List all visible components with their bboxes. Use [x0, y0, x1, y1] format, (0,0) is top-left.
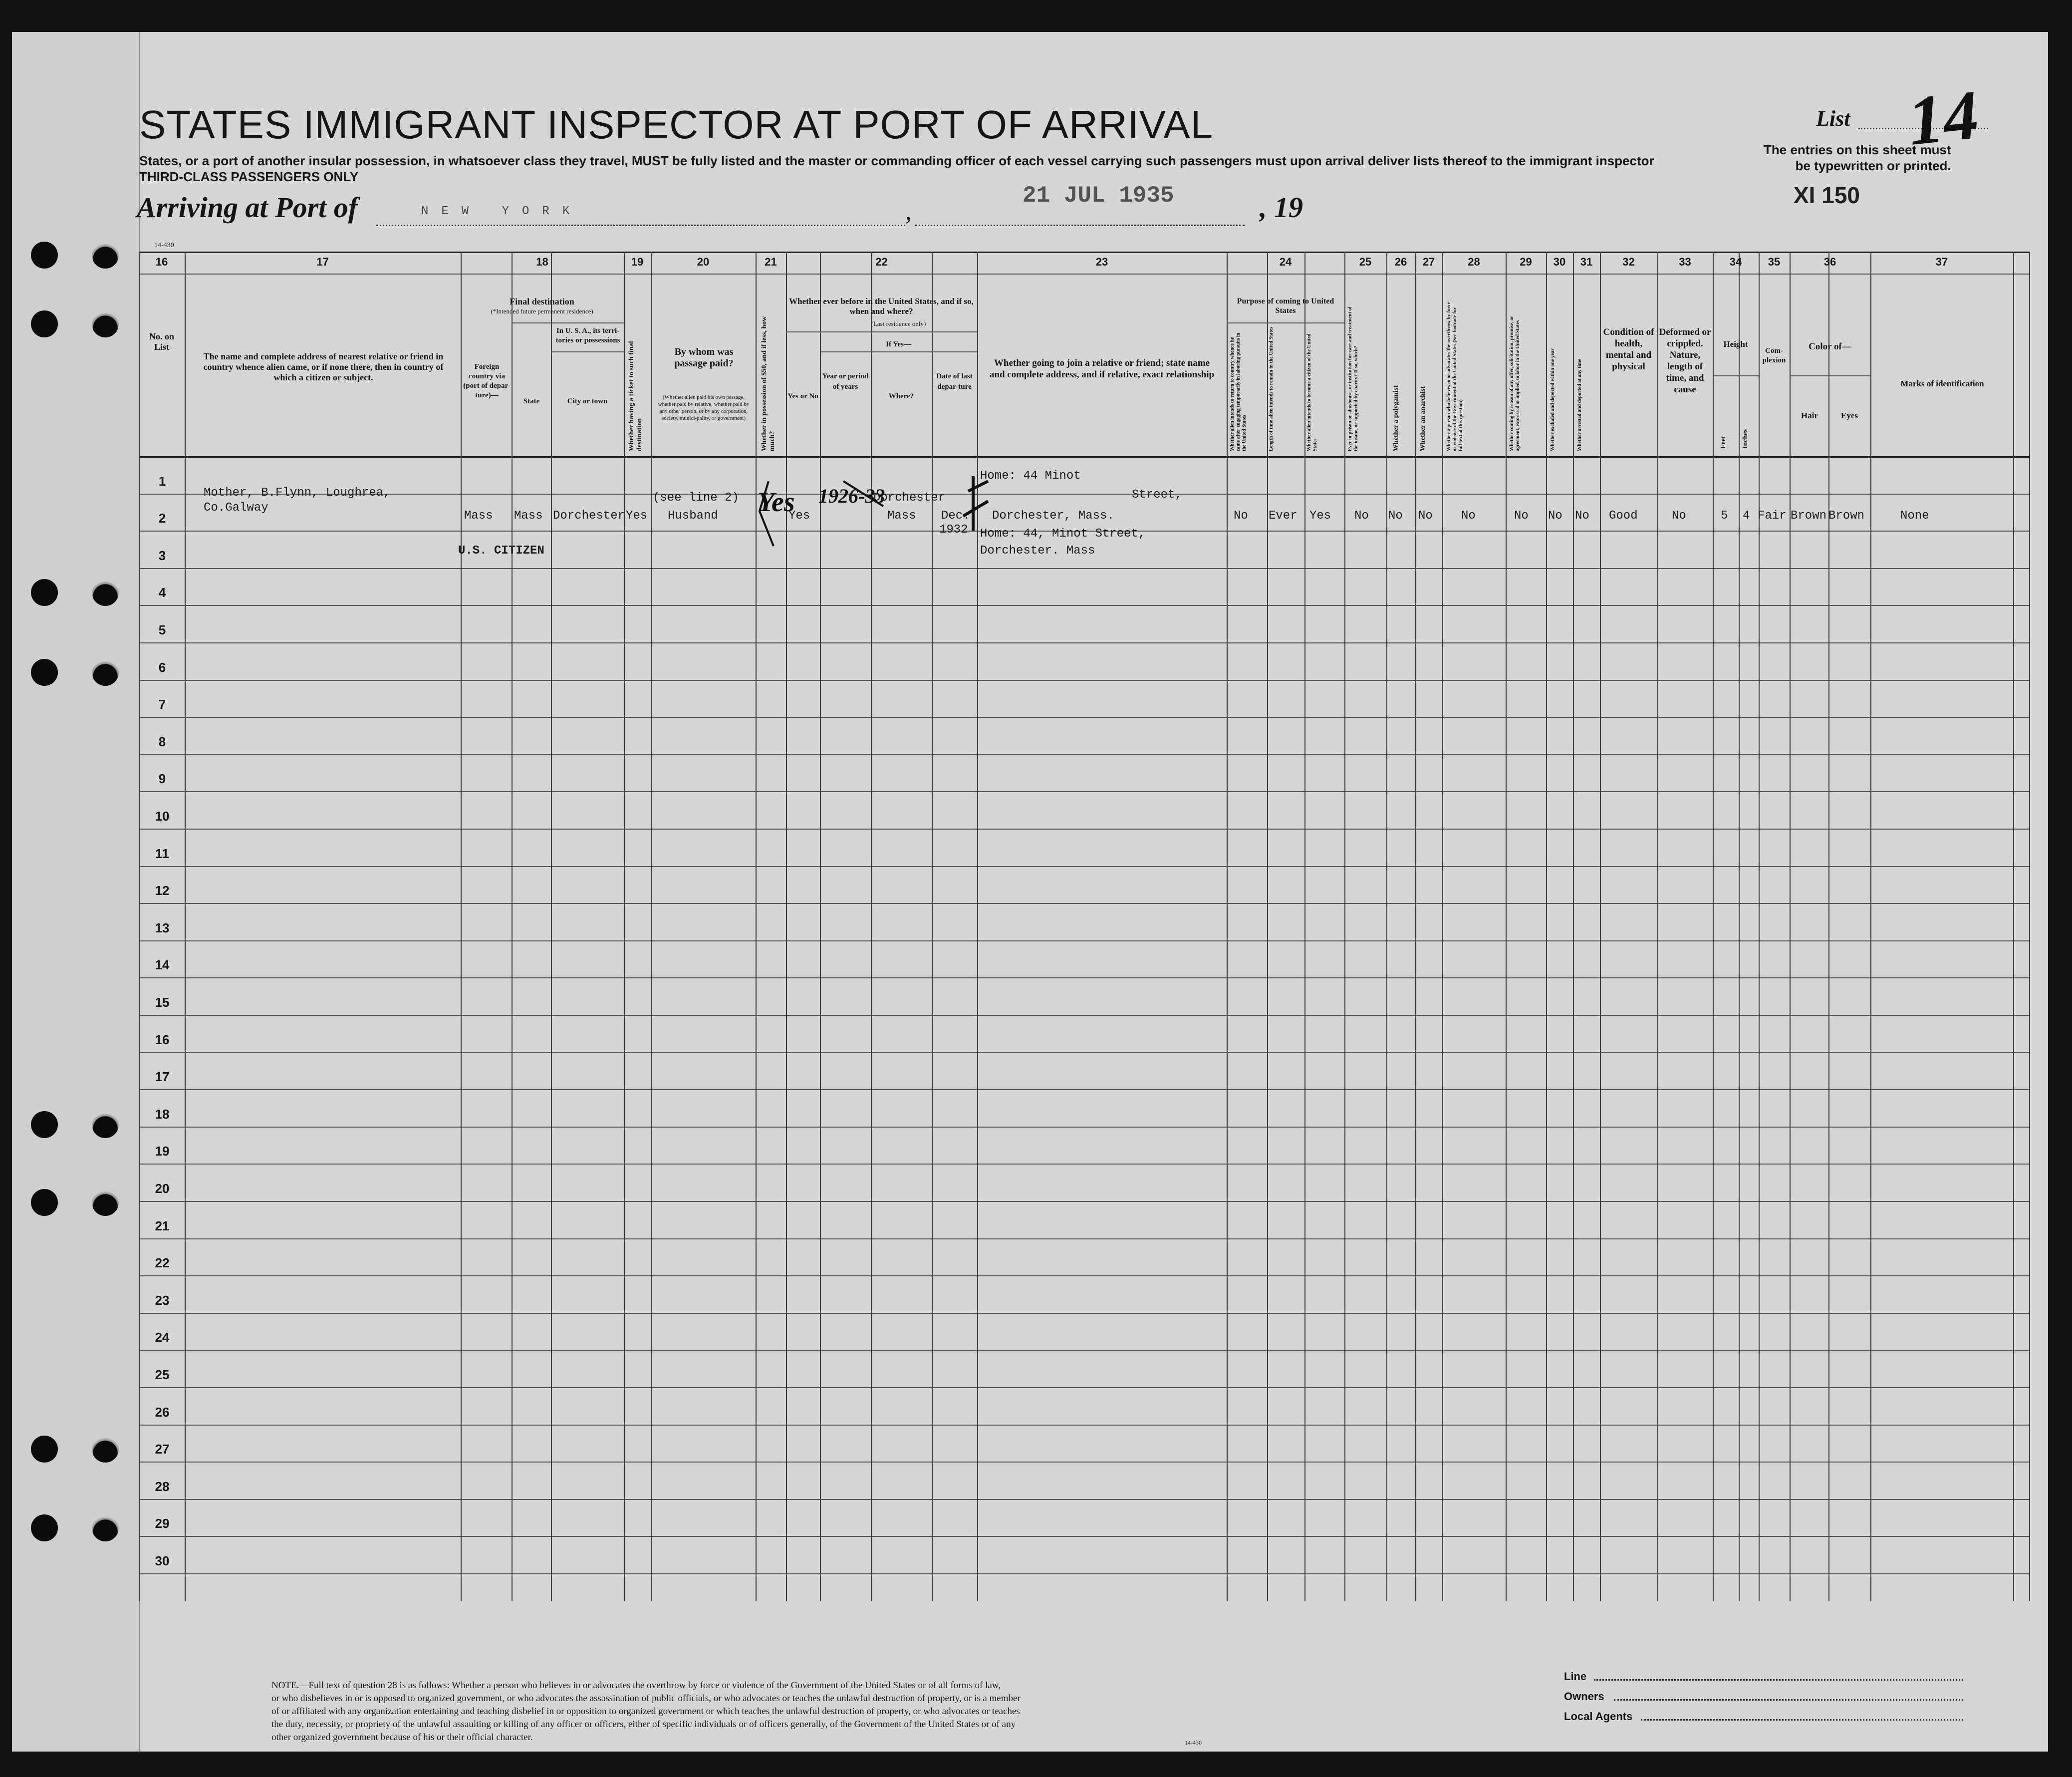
header-ever-before: Whether ever before in the United States, and if so, when and where? [789, 296, 974, 316]
subheader-rule [1790, 375, 1870, 376]
header-last-residence-note: (Last residence only) [871, 320, 926, 327]
form-title: STATES IMMIGRANT INSPECTOR AT PORT OF ARRIVAL [139, 102, 1214, 147]
footer-line-dots [1594, 1679, 1963, 1681]
row-rule [139, 642, 2030, 643]
left-binding-margin [12, 32, 140, 1752]
column-divider [1870, 252, 1871, 1601]
row-number: 29 [155, 1516, 170, 1531]
row-number: 7 [158, 697, 166, 712]
row-number: 3 [158, 548, 166, 563]
row-number: 19 [155, 1144, 170, 1159]
header-hair: Hair [1801, 411, 1818, 420]
date-dotted-line [915, 225, 1245, 226]
entry-foreign-country: Mass [464, 509, 493, 523]
row-number: 13 [155, 920, 170, 935]
column-number: 37 [1935, 256, 1948, 268]
column-divider [512, 252, 513, 1601]
port-comma: , [905, 197, 912, 226]
row-number: 23 [155, 1292, 170, 1308]
footer-line-label: Line [1564, 1670, 1587, 1683]
row-rule [139, 1015, 2030, 1016]
footer-owners-dots [1614, 1699, 1963, 1701]
row-rule [139, 605, 2030, 606]
form-number-top: 14-430 [154, 242, 174, 249]
row-number: 5 [158, 622, 166, 637]
arriving-at-port-label: Arriving at Port of [137, 191, 358, 224]
entry-purpose-c: Yes [1309, 509, 1331, 523]
column-divider [820, 252, 821, 1601]
row-rule [139, 568, 2030, 569]
entry-ticket: Yes [626, 509, 648, 523]
row-number: 21 [155, 1218, 170, 1233]
header-anarchist: Whether an anarchist [1419, 386, 1427, 451]
column-divider [1600, 252, 1601, 1601]
footer-form-number: 14-430 [1185, 1739, 1202, 1746]
header-q31: Whether arrested and deported at any time [1577, 358, 1582, 451]
header-q30: Whether excluded and deported within one year [1550, 348, 1555, 451]
subheader-rule [1227, 322, 1344, 323]
header-polygamist: Whether a polygamist [1392, 385, 1400, 451]
binder-hole [31, 1189, 58, 1216]
header-eyes: Eyes [1841, 411, 1858, 420]
header-bottom-rule [139, 456, 2030, 458]
binder-hole [31, 579, 58, 606]
binder-hole [31, 310, 58, 337]
header-yes-or-no: Yes or No [787, 392, 818, 400]
table-top-rule [139, 252, 2030, 253]
header-possession-50: Whether in possession of $50, and if less, how much? [761, 316, 776, 451]
header-final-destination: Final destination [510, 296, 574, 306]
row-number: 28 [155, 1479, 170, 1494]
column-number: 33 [1679, 256, 1691, 268]
column-number: 35 [1768, 256, 1781, 268]
row-number: 15 [155, 995, 170, 1010]
header-year-period: Year or period of years [822, 372, 869, 391]
column-number: 21 [765, 256, 777, 268]
column-divider [1759, 252, 1760, 1601]
column-divider [2029, 252, 2030, 1601]
binder-hole [92, 1189, 119, 1216]
header-joining-relative: Whether going to join a relative or friend; state name and complete address, and if relative, exact relationship [989, 358, 1215, 380]
column-divider [1657, 252, 1658, 1601]
subheader-rule [551, 351, 624, 352]
row-number: 18 [155, 1106, 170, 1122]
entry-q31: No [1575, 509, 1589, 523]
entry-hair: Brown [1791, 509, 1827, 523]
row-rule [139, 1201, 2030, 1202]
row-rule [139, 1238, 2030, 1239]
column-divider [756, 252, 757, 1601]
entry-q29: No [1514, 509, 1529, 523]
binder-hole [92, 242, 119, 269]
row-number: 11 [155, 846, 169, 861]
binder-hole [31, 242, 58, 269]
row-rule [139, 1275, 2030, 1276]
row-rule [139, 866, 2030, 867]
list-number: 14 [1904, 76, 1982, 160]
column-divider [1790, 252, 1791, 1601]
footer-owners-label: Owners [1564, 1690, 1604, 1703]
header-complexion: Com-plexion [1762, 347, 1786, 364]
header-inches: Inches [1742, 429, 1749, 449]
row-rule [139, 1127, 2030, 1128]
row-number: 27 [155, 1442, 170, 1457]
row-rule [139, 791, 2030, 792]
entry-date-departure-line1: Dec. [941, 509, 970, 523]
header-by-whom-note: (Whether alien paid his own passage, whether paid by relative, whether paid by any other person, or by any corporation, society, munici-pality, or government) [658, 394, 750, 421]
column-number: 32 [1622, 256, 1635, 268]
subheader-rule [820, 351, 977, 352]
column-divider [1442, 252, 1443, 1601]
entry-joining-line2: Street, [1132, 488, 1182, 502]
entry-polygamist: No [1388, 509, 1403, 523]
entry-q30: No [1548, 509, 1562, 523]
entry-joining-line4: Home: 44, Minot Street, [980, 527, 1146, 541]
column-divider [871, 252, 872, 1601]
header-by-whom-paid: By whom was passage paid? [674, 346, 734, 369]
column-number: 26 [1394, 256, 1407, 268]
row-rule [139, 717, 2030, 718]
header-ticket: Whether having a ticket to such final destination [628, 341, 643, 451]
row-rule [139, 1387, 2030, 1388]
column-number: 25 [1359, 256, 1372, 268]
header-state: State [523, 397, 540, 405]
header-feet: Feet [1720, 436, 1727, 449]
column-divider [551, 252, 552, 1601]
column-number: 17 [316, 256, 329, 268]
row-number: 24 [155, 1330, 170, 1345]
entry-q28: No [1461, 509, 1476, 523]
row-rule [139, 680, 2030, 681]
column-number: 16 [155, 256, 168, 268]
column-divider [1344, 252, 1345, 1601]
row-number: 6 [158, 659, 166, 675]
entry-city: Dorchester [553, 509, 625, 523]
binder-hole [92, 659, 119, 686]
entry-joining-line3: Dorchester, Mass. [992, 509, 1114, 523]
port-name: NEW YORK [421, 205, 583, 218]
entry-year-period-handwritten: 1926-33 [818, 485, 885, 507]
column-divider [1573, 252, 1574, 1601]
entry-marks: None [1900, 509, 1929, 523]
entry-paid-by-line1: (see line 2) [653, 491, 739, 505]
header-if-yes: If Yes— [886, 340, 911, 348]
handwritten-marks [754, 471, 993, 561]
column-divider [651, 252, 652, 1601]
column-divider [2013, 252, 2014, 1601]
entries-note: The entries on this sheet must be typewritten or printed. [1764, 142, 1951, 173]
header-q28: Whether a person who believes in or advocates the overthrow by force or violence of the Government of the United States (See footnote for full text of this question) [1446, 302, 1464, 451]
row-rule [139, 1425, 2030, 1426]
header-q29: Whether coming by reason of any offer, solicitation, promise, or agreement, expressed or implied, to labor in the United States [1509, 315, 1521, 451]
entry-prison: No [1354, 509, 1369, 523]
column-divider [977, 252, 978, 1601]
entry-deformed: No [1672, 509, 1686, 523]
header-where: Where? [888, 392, 914, 400]
row-number: 4 [158, 585, 166, 600]
binder-hole [92, 1436, 119, 1463]
column-divider [1386, 252, 1387, 1601]
entry-paid-by-line2: Husband [668, 509, 718, 523]
row-rule [139, 829, 2030, 830]
header-purpose-c: Whether alien intends to become a citizen of the United States [1306, 333, 1318, 451]
header-color-of: Color of— [1809, 341, 1851, 352]
header-prison: Ever in prison or almshouse, or institution for care and treatment of the insane, or supported by charity? If so, which? [1347, 306, 1359, 451]
column-number: 36 [1823, 256, 1836, 268]
row-number: 9 [158, 771, 166, 787]
row-rule [139, 1350, 2030, 1351]
header-in-usa: In U. S. A., its terri-tories or possessions [555, 327, 620, 344]
entry-purpose-b: Ever [1269, 509, 1297, 523]
binder-hole [31, 1436, 58, 1463]
row-number: 17 [155, 1069, 170, 1085]
row-rule [139, 1462, 2030, 1463]
row-rule [139, 1573, 2030, 1574]
binder-hole [92, 579, 119, 606]
row-number: 25 [155, 1367, 170, 1382]
row-number: 10 [155, 809, 170, 824]
entry-condition: Good [1609, 509, 1638, 523]
year-prefix: , 19 [1260, 191, 1303, 224]
entry-joining-line5: Dorchester. Mass [980, 544, 1095, 558]
entry-eyes: Brown [1828, 509, 1865, 523]
subheader-rule [1713, 375, 1759, 376]
column-number: 28 [1468, 256, 1480, 268]
row-rule [139, 1536, 2030, 1537]
entry-date-departure-line2: 1932 [939, 523, 968, 537]
entry-complexion: Fair [1758, 509, 1787, 523]
port-dotted-line [376, 225, 905, 226]
column-number-rule [139, 274, 2030, 275]
entry-citizen-note: U.S. CITIZEN [458, 544, 544, 558]
entry-possession-handwritten: Yes [758, 487, 795, 518]
binder-hole [31, 1111, 58, 1138]
column-number: 30 [1553, 256, 1566, 268]
row-number: 8 [158, 734, 166, 749]
row-rule [139, 977, 2030, 978]
column-divider [1506, 252, 1507, 1601]
header-height: Height [1723, 339, 1748, 349]
entry-ever-before: Yes [788, 509, 810, 523]
column-divider [1415, 252, 1416, 1601]
entry-where-line2: Mass [887, 509, 916, 523]
column-divider [786, 252, 787, 1601]
header-foreign-country: Foreign country via (port of depar-ture)— [463, 363, 511, 399]
row-rule [139, 1499, 2030, 1500]
row-rule [139, 1164, 2030, 1165]
header-marks: Marks of identification [1900, 379, 1984, 388]
column-number: 22 [875, 256, 888, 268]
entry-relative-line1: Mother, B.Flynn, Loughrea, [204, 486, 391, 500]
entry-relative-line2: Co.Galway [204, 501, 268, 515]
row-number: 30 [155, 1553, 170, 1568]
row-rule [139, 1313, 2030, 1314]
column-divider [1227, 252, 1228, 1601]
column-divider [932, 252, 933, 1601]
entry-anarchist: No [1418, 509, 1433, 523]
header-purpose: Purpose of coming to United States [1237, 297, 1334, 315]
row-number: 16 [155, 1032, 170, 1047]
footer-note-q28: NOTE.—Full text of question 28 is as follows: Whether a person who believes in or advocates the overthrow by force or violence of the Government of the United States or of all forms of law, or who disbelieves in or is opposed to organized government, or who advocates the assassination of public officials, or who advocates or teaches the unlawful destruction of property, or is a member of or affiliated with any organization entertaining and teaching disbelief in or opposition to organized government or which teaches the unlawful destruction of property, or who advocates or teaches the duty, necessity, or propriety of the unlawful assaulting or killing of any officer or officers, either of specific individuals or of officers generally, of the Government of the United States or of any other organized government because of his or their official character. [271, 1680, 1021, 1743]
binder-hole [92, 1514, 119, 1541]
column-divider [1304, 252, 1305, 1601]
header-purpose-a: Whether alien intends to return to country whence he came after engaging temporarily in laboring pursuits in the United States [1230, 332, 1247, 451]
column-divider [461, 252, 462, 1601]
row-number: 22 [155, 1255, 170, 1271]
header-final-destination-note: (*Intended future permanent residence) [491, 307, 593, 315]
header-deformed: Deformed or crippled. Nature, length of time, and cause [1659, 327, 1711, 395]
form-instructions: States, or a port of another insular possession, in whatsoever class they travel, MUST be fully listed and the master or commanding officer of each vessel carrying such passengers must upon arrival deliver lists thereof to the immigrant inspector THIRD-CLASS PASSENGERS ONLY [139, 153, 1654, 184]
header-date-last-departure: Date of last depar-ture [936, 372, 973, 391]
entry-where-line1: Dorchester [873, 491, 946, 505]
subheader-rule [512, 322, 624, 323]
column-number: 18 [536, 256, 548, 268]
header-nearest-relative: The name and complete address of nearest relative or friend in country whence alien came, or if none there, then in country of which a citizen or subject. [203, 351, 444, 382]
binder-hole [31, 1514, 58, 1541]
column-number: 31 [1580, 256, 1593, 268]
row-rule [139, 754, 2030, 755]
column-divider [1713, 252, 1714, 1601]
row-number: 20 [155, 1181, 170, 1196]
arrival-date-stamp: 21 JUL 1935 [1023, 183, 1174, 209]
column-number: 19 [631, 256, 644, 268]
row-rule [139, 940, 2030, 941]
entry-purpose-a: No [1234, 509, 1248, 523]
column-divider [1546, 252, 1547, 1601]
column-number: 20 [697, 256, 710, 268]
column-number: 29 [1520, 256, 1532, 268]
row-number: 26 [155, 1404, 170, 1420]
header-city: City or town [567, 397, 608, 405]
binder-hole [31, 659, 58, 686]
column-divider [624, 252, 625, 1601]
row-number: 12 [155, 883, 170, 898]
header-no-on-list: No. on List [149, 331, 174, 352]
row-rule [139, 1089, 2030, 1090]
row-rule [139, 903, 2030, 904]
header-purpose-b: Length of time alien intends to remain in the United States [1269, 326, 1274, 451]
entry-feet: 5 [1721, 509, 1728, 523]
entry-joining-line1: Home: 44 Minot [980, 469, 1081, 483]
reference-code: XI 150 [1794, 182, 1860, 208]
manifest-sheet [12, 32, 2048, 1752]
header-condition: Condition of health, mental and physical [1603, 327, 1654, 372]
list-label: List [1816, 106, 1850, 131]
column-divider [1267, 252, 1268, 1601]
row-number: 14 [155, 957, 170, 973]
footer-agents-label: Local Agents [1564, 1710, 1633, 1723]
column-number: 24 [1279, 256, 1292, 268]
footer-agents-dots [1641, 1719, 1963, 1721]
column-number: 34 [1729, 256, 1742, 268]
column-divider [1739, 252, 1740, 1601]
column-divider [185, 252, 186, 1601]
manifest-table [139, 252, 2030, 1601]
row-rule [139, 1052, 2030, 1053]
binder-hole [92, 310, 119, 337]
subheader-rule [786, 331, 977, 332]
entry-state: Mass [514, 509, 543, 523]
entry-inches: 4 [1743, 509, 1750, 523]
binder-hole [92, 1111, 119, 1138]
row-number: 1 [158, 473, 166, 489]
column-number: 27 [1422, 256, 1435, 268]
column-number: 23 [1095, 256, 1108, 268]
row-number: 2 [158, 511, 166, 526]
row-rule [139, 494, 2030, 495]
